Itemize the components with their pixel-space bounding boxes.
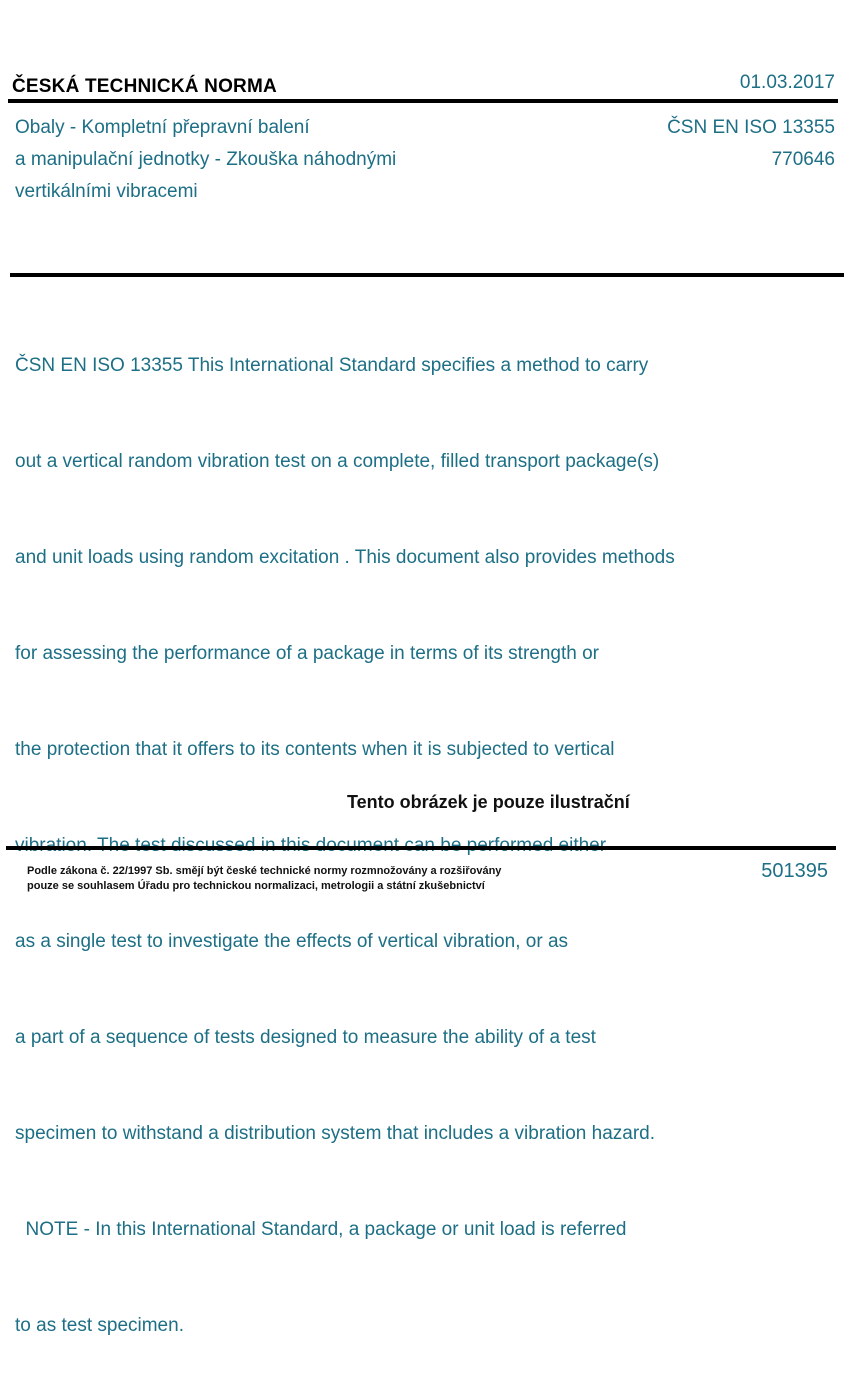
legal-notice-line: pouze se souhlasem Úřadu pro technickou normalizaci, metrologii a státní zkušebnictví <box>27 880 485 892</box>
section-divider <box>10 273 844 277</box>
abstract-line: for assessing the performance of a package in terms of its strength or <box>15 643 600 664</box>
abstract <box>15 286 835 1374</box>
abstract-line: ČSN EN ISO 13355 This International Standard specifies a method to carry <box>15 355 649 376</box>
abstract-line: as a single test to investigate the effects of vertical vibration, or as <box>15 931 569 952</box>
abstract-line: and unit loads using random excitation . This document also provides methods <box>15 547 675 568</box>
standard-title-line-2: a manipulační jednotky - Zkouška náhodnými <box>15 149 397 170</box>
header-divider <box>8 99 838 103</box>
legal-notice <box>27 864 501 894</box>
abstract-line: to as test specimen. <box>15 1315 184 1336</box>
abstract-line: NOTE - In this International Standard, a package or unit load is referred <box>15 1219 627 1240</box>
legal-notice-line: Podle zákona č. 22/1997 Sb. smějí být české technické normy rozmnožovány a rozšiřovány <box>27 865 502 877</box>
illustration-note: Tento obrázek je pouze ilustrační <box>347 792 630 812</box>
document-id: 501395 <box>761 860 828 882</box>
standard-code: ČSN EN ISO 13355 <box>667 117 835 138</box>
publication-date: 01.03.2017 <box>739 72 835 93</box>
abstract-line: out a vertical random vibration test on a complete, filled transport package(s) <box>15 451 660 472</box>
standard-title-line-1: Obaly - Kompletní přepravní balení <box>15 117 310 138</box>
standard-title-line-3: vertikálními vibracemi <box>15 181 198 202</box>
abstract-line: specimen to withstand a distribution system that includes a vibration hazard. <box>15 1123 655 1144</box>
abstract-line: a part of a sequence of tests designed to measure the ability of a test <box>15 1027 596 1048</box>
footer-divider <box>6 846 836 850</box>
abstract-line: the protection that it offers to its contents when it is subjected to vertical <box>15 739 615 760</box>
page-title: ČESKÁ TECHNICKÁ NORMA <box>12 76 277 97</box>
class-number: 770646 <box>771 149 835 170</box>
